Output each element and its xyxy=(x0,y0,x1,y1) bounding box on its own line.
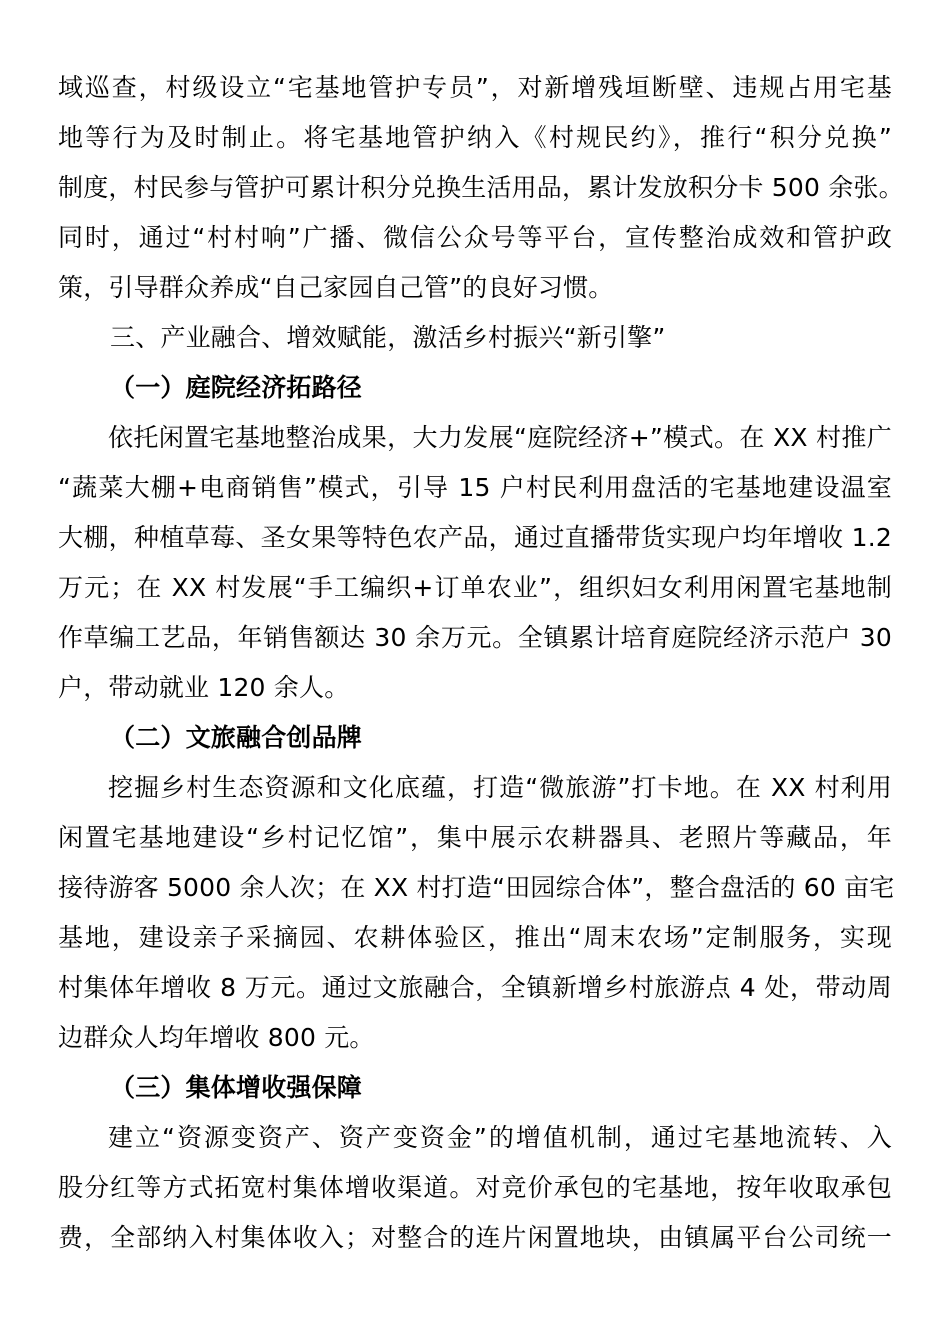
paragraph-line: 域巡查，村级设立“宅基地管护专员”，对新增残垣断壁、违规占用宅基 xyxy=(58,73,892,102)
paragraph-line: 建立“资源变资产、资产变资金”的增值机制，通过宅基地流转、入 xyxy=(108,1123,892,1152)
paragraph-line: 同时，通过“村村响”广播、微信公众号等平台，宣传整治成效和管护政 xyxy=(58,223,892,252)
paragraph-line: 挖掘乡村生态资源和文化底蕴，打造“微旅游”打卡地。在 XX 村利用 xyxy=(108,773,892,802)
subheading: （二）文旅融合创品牌 xyxy=(110,723,363,752)
paragraph-line: 接待游客 5000 余人次；在 XX 村打造“田园综合体”，整合盘活的 60 亩宅 xyxy=(58,873,895,902)
paragraph-line: 策，引导群众养成“自己家园自己管”的良好习惯。 xyxy=(58,273,614,302)
paragraph-line: 地等行为及时制止。将宅基地管护纳入《村规民约》，推行“积分兑换” xyxy=(58,123,892,152)
paragraph-line: 股分红等方式拓宽村集体增收渠道。对竞价承包的宅基地，按年收取承包 xyxy=(58,1173,892,1202)
section-title: 三、产业融合、增效赋能，激活乡村振兴“新引擎” xyxy=(110,323,666,352)
paragraph-line: 户，带动就业 120 余人。 xyxy=(58,673,350,702)
paragraph-line: 制度，村民参与管护可累计积分兑换生活用品，累计发放积分卡 500 余张。 xyxy=(58,173,904,202)
paragraph-line: 村集体年增收 8 万元。通过文旅融合，全镇新增乡村旅游点 4 处，带动周 xyxy=(58,973,892,1002)
subheading: （三）集体增收强保障 xyxy=(110,1073,363,1102)
subheading: （一）庭院经济拓路径 xyxy=(110,373,363,402)
paragraph-line: 依托闲置宅基地整治成果，大力发展“庭院经济+”模式。在 XX 村推广 xyxy=(108,423,892,452)
paragraph-line: 费，全部纳入村集体收入；对整合的连片闲置地块，由镇属平台公司统一 xyxy=(58,1223,892,1252)
paragraph-line: 基地，建设亲子采摘园、农耕体验区，推出“周末农场”定制服务，实现 xyxy=(58,923,892,952)
paragraph-line: “蔬菜大棚+电商销售”模式，引导 15 户村民利用盘活的宅基地建设温室 xyxy=(58,473,892,502)
paragraph-line: 闲置宅基地建设“乡村记忆馆”，集中展示农耕器具、老照片等藏品，年 xyxy=(58,823,892,852)
paragraph-line: 万元；在 XX 村发展“手工编织+订单农业”，组织妇女利用闲置宅基地制 xyxy=(58,573,892,602)
paragraph-line: 大棚，种植草莓、圣女果等特色农产品，通过直播带货实现户均年增收 1.2 xyxy=(58,523,892,552)
paragraph-line: 边群众人均年增收 800 元。 xyxy=(58,1023,375,1052)
paragraph-line: 作草编工艺品，年销售额达 30 余万元。全镇累计培育庭院经济示范户 30 xyxy=(58,623,892,652)
